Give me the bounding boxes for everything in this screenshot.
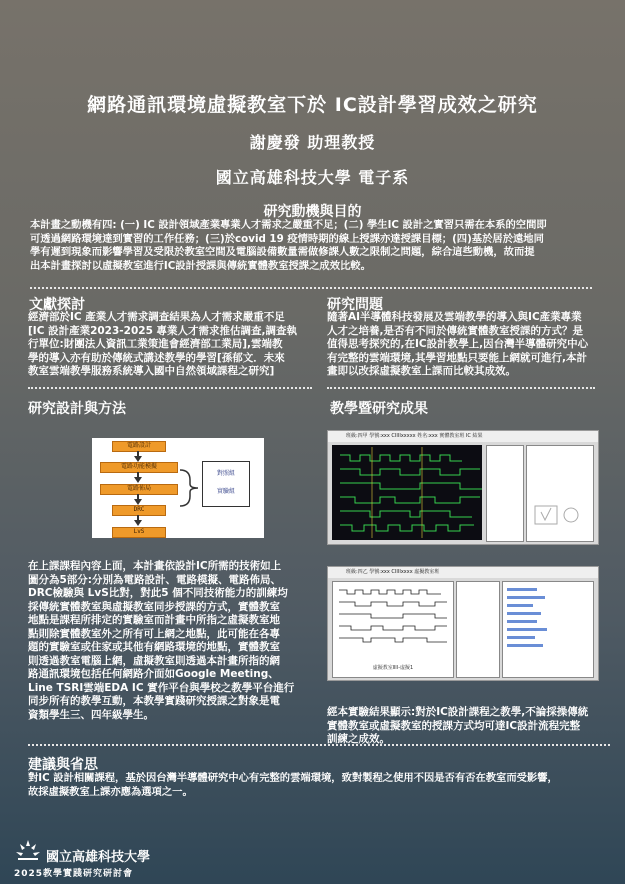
- affiliation: 國立高雄科技大學 電子系: [215, 168, 410, 187]
- flow-step-circuit-design: 電路設計: [112, 441, 166, 452]
- flow-group-box: [202, 461, 250, 507]
- section-divider: [28, 387, 312, 389]
- flow-brace-icon: [176, 468, 202, 508]
- screenshot-caption: 班級:四甲 學號:xxx CIIIIxxxxx 姓名:xxx 實體教室班 IC 結果: [328, 431, 598, 442]
- waveform-panel: [332, 581, 454, 678]
- author-name: 謝慶發 助理教授: [249, 133, 376, 152]
- screenshot-inner-label: 虛擬教室ⅡⅠⅠ-虛擬1: [372, 665, 414, 671]
- experimental-group-label: 實驗組: [216, 488, 235, 495]
- question-text: 隨著AI半導體科技發展及雲端教學的導入與IC產業專業 人才之培養,是否有不同於傳統實體教室授課的方式？是 值得思考探究的,在IC設計教學上,因台灣半導體研究中心 有完整的雲端環境,其學習地點只要能上網就可進行,本計 畫即以改採虛擬教室上課而比較其成效。: [327, 311, 589, 377]
- flow-arrow-icon: [134, 520, 142, 526]
- suggestion-text: 對IC 設計相關課程，基於因台灣半導體研究中心有完整的雲端環境，致對製程之使用不因是否有否在教室而受影響， 故採虛擬教室上課亦應為選項之一。: [28, 772, 558, 798]
- flow-step-circuit-simulation: 電路功能模擬: [100, 462, 178, 473]
- question-heading: 研究問題: [327, 297, 383, 313]
- waveform-panel: [332, 445, 482, 540]
- literature-text: 經濟部於IC 產業人才需求調查結果為人才需求嚴重不足 [IC 設計產業2023-2025 專業人才需求推估調查,調查執 行單位:財團法人資訊工業策進會經濟部工業局],雲端教 學的導入亦有助於傳統式講述教學的學習[孫郁文．未來 教室雲端教學服務系統導入國中自然領域課程之研究]: [28, 311, 298, 377]
- section-divider: [28, 744, 610, 746]
- method-text: 在上課課程內容上面，本計畫依設計IC所需的技術如上 圖分為5部分:分別為電路設計、電路模擬、電路佈局、 DRC檢驗與 LvS比對，對此5 個不同技術能力的訓練均 採傳統實體教室與虛擬教室同步授課的方式，實體教室 地點是課程所排定的實驗室而計畫中所指之虛擬教室地 點則除實體教室外之所有可上網之地點，此可能在各專 題的實驗室或住家或其他有網路環境的地點，實體教室 則透過教室電腦上網，虛擬教室則透過本計畫所指的網 路通訊環境包括任何網路介面如Google Meeting、 Line TSRI雲端EDA IC 實作平台與學校之教學平台進行 同步所有的教學互動，本教學實踐研究授課之對象是電 資類學生三、四年級學生。: [28, 560, 295, 721]
- section-divider: [30, 287, 592, 289]
- method-heading: 研究設計與方法: [28, 401, 126, 417]
- flow-step-drc: DRC: [112, 505, 166, 516]
- motivation-text: 本計畫之動機有四: (一) IC 設計領域產業專業人才需求之嚴重不足；(二) 學生IC 設計之實習只需在本系的空間即 可透過網路環境達到實習的工作任務；(三)於covid 19 疫情時期的線上授課亦達授課目標；(四)基於居於遠地同 學有遲到現象而影響學習及受限於教室空間及電腦設備數量需做修課人數之限制之問題，綜合這些動機，故而提 出本計畫探討以虛擬教室進行IC設計授課與傳統實體教室授課之成效比較。: [30, 219, 547, 272]
- university-logo-icon: [14, 838, 42, 864]
- footer-university-name: 國立高雄科技大學: [46, 850, 151, 865]
- control-group-label: 對照組: [216, 470, 235, 477]
- motivation-heading: 研究動機與目的: [263, 204, 362, 220]
- literature-heading: 文獻探討: [29, 297, 85, 313]
- signal-list-panel: [486, 445, 524, 542]
- section-divider: [327, 387, 595, 389]
- suggestion-heading: 建議與省思: [28, 757, 98, 773]
- layout-view-panel: [526, 445, 594, 542]
- flow-step-lvs: LvS: [112, 527, 166, 538]
- experiment-screenshot-physical: [327, 430, 599, 545]
- design-flow-diagram: [92, 438, 264, 538]
- screenshot-caption: 班級:四乙 學號:xxx CIIIIxxxx 虛擬教室班: [328, 567, 598, 578]
- flow-arrow-icon: [134, 477, 142, 483]
- results-text: 經本實驗結果顯示:對於IC設計課程之教學,不論採操傳統 實體教室或虛擬教室的授課方式均可達IC設計流程完整 訓練之成效。: [327, 706, 589, 745]
- poster-title: 網路通訊環境虛擬教室下於 IC設計學習成效之研究: [87, 94, 538, 116]
- flow-step-circuit-layout: 電路佈局: [100, 484, 178, 495]
- file-browser-panel: [502, 581, 594, 678]
- signal-list-panel: [456, 581, 500, 678]
- experiment-screenshot-virtual: [327, 566, 599, 681]
- results-heading: 教學暨研究成果: [330, 401, 428, 417]
- footer-event-name: 2025教學實踐研究研討會: [14, 869, 134, 879]
